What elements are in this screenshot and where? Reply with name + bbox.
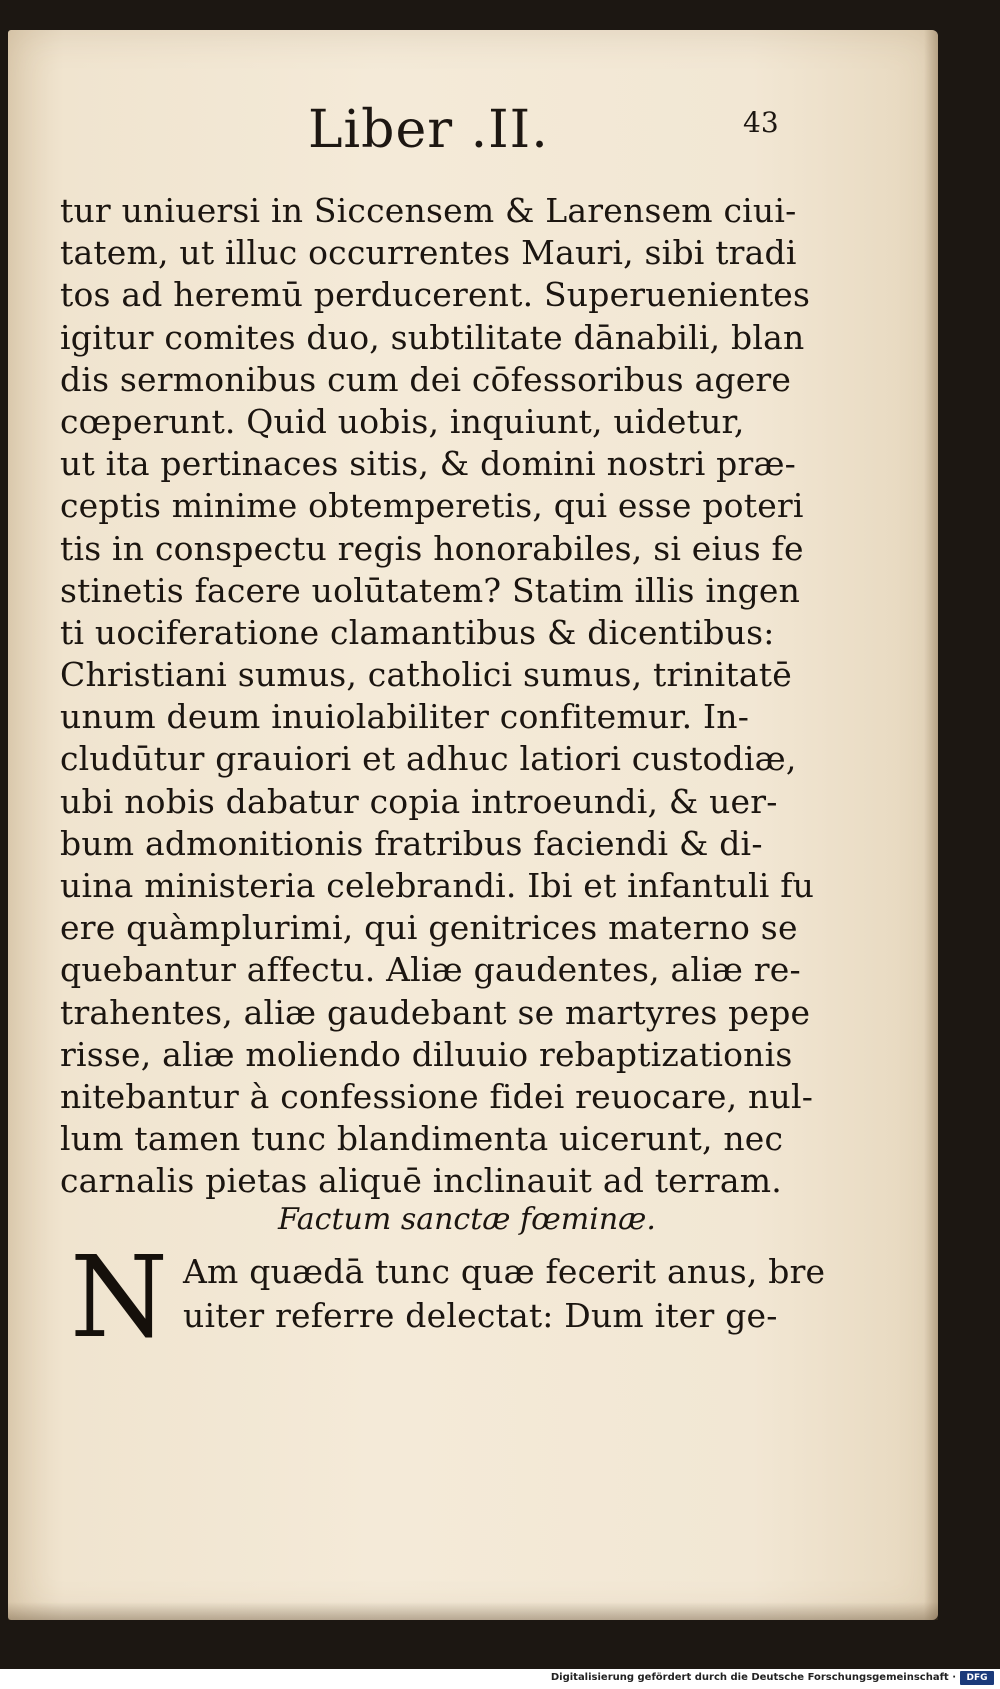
text-line: uina ministeria celebrandi. Ibi et infantuli fu <box>60 866 815 905</box>
text-line: ubi nobis dabatur copia introeundi, & uer- <box>60 781 778 821</box>
text-line: Christiani sumus, catholici sumus, trinitatē <box>60 655 792 695</box>
text-line: trahentes, aliæ gaudebant se martyres pepe <box>60 992 811 1032</box>
text-line: risse, aliæ moliendo diluuio rebaptizationis <box>60 1034 793 1074</box>
text-line: quebantur affectu. Aliæ gaudentes, aliæ re- <box>60 950 801 990</box>
text-line: lum tamen tunc blandimenta uicerunt, nec <box>60 1119 784 1159</box>
page-bottom-shadow <box>8 1602 938 1620</box>
text-line: carnalis pietas aliquē inclinauit ad terram. <box>60 1161 782 1201</box>
drop-cap-paragraph <box>183 1250 826 1338</box>
footer-credit: Digitalisierung gefördert durch die Deutsche Forschungsgemeinschaft · <box>550 1672 956 1683</box>
text-line: ceptis minime obtemperetis, qui esse poteri <box>60 486 804 526</box>
text-line: uiter referre delectat: Dum iter ge- <box>183 1296 778 1335</box>
text-line: tis in conspectu regis honorabiles, si eius fe <box>60 528 804 568</box>
text-line: stinetis facere uolūtatem? Statim illis ingen <box>60 570 801 610</box>
text-line: cludūtur grauiori et adhuc latiori custodiæ, <box>60 739 797 779</box>
text-line: dis sermonibus cum dei cōfessoribus agere <box>60 359 792 399</box>
text-line: ere quàmplurimi, qui genitrices materno se <box>60 908 798 948</box>
text-line: bum admonitionis fratribus faciendi & di- <box>60 823 763 863</box>
running-head-title: Liber .II. <box>308 100 549 160</box>
folio-number: 43 <box>743 106 779 139</box>
text-line: unum deum inuiolabiliter confitemur. In- <box>60 697 750 737</box>
text-line: cœperunt. Quid uobis, inquiunt, uidetur, <box>60 401 745 441</box>
text-line: igitur comites duo, subtilitate dānabili, blan <box>60 317 805 357</box>
page-edge-shadow <box>924 30 938 1620</box>
text-line: tur uniuersi in Siccensem & Larensem ciui- <box>60 191 797 230</box>
text-line: tatem, ut illuc occurrentes Mauri, sibi tradi <box>60 233 797 273</box>
text-line: nitebantur à confessione fidei reuocare, nul- <box>60 1076 814 1116</box>
running-head <box>8 100 938 180</box>
body-text <box>60 190 815 1203</box>
text-line: Am quædā tunc quæ fecerit anus, bre <box>183 1252 826 1291</box>
footer-strip <box>0 1669 1000 1689</box>
text-line: ut ita pertinaces sitis, & domini nostri præ- <box>60 444 797 484</box>
dfg-logo: DFG <box>960 1671 994 1685</box>
drop-cap: N <box>70 1233 168 1363</box>
text-line: ti uociferatione clamantibus & dicentibus: <box>60 612 775 652</box>
section-heading: Factum sanctæ fœminæ. <box>278 1202 656 1237</box>
text-line: tos ad heremū perducerent. Superuenientes <box>60 275 811 315</box>
book-page <box>8 30 938 1620</box>
